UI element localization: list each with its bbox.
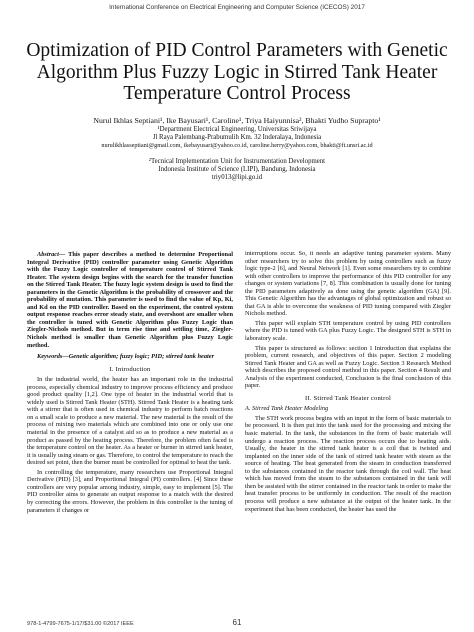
- page-number: 61: [232, 618, 242, 627]
- section-2-paragraph-1: The STH work process begins with an input in the form of basic materials to be processed. It is then put into the tank used for the processing and mixing the basic material. In the tank, the substances in the form of basic materials will undergo a reaction process. The reaction process occurs due to heating aids. Usually, the heater in the stirred tank heater is a coil that is twisted and implanted on the inner side of the tank of stirred tank heater with steam as the source of heating. The heat generated from the steam in conduction transferred to the substances contained in the reactor tank through the coil wall. The heat which has moved from the steam to the substances contained in the tank will then be assisted with the stirrer contained in the reactor tank in order to make the heat transfer process to be uniformly in conduction. The result of the reaction process will produce a new substance at the output of the heater tank. In the experiment that has been conducted, the heater has used the: [245, 414, 451, 513]
- abstract: [27, 251, 233, 349]
- section-1-paragraph-5: This paper is structured as follows: section 1 Introduction that explains the problem, current research, and objectives of this paper. Section 2 modeling Stirred Tank Heater and GA as well as Fuzzy Logic. Section 3 Research Method which describes the proposed control method in this paper. Section 4 Result and Analysis of the experiment conducted, Conclusion is the final conclusion of this paper.: [245, 344, 451, 390]
- section-1-heading: I. Introduction: [109, 365, 151, 373]
- keywords-text: Genetic algorithm; fuzzy logic; PID; stirred tank heater: [68, 353, 215, 361]
- abstract-label: Abstract—: [37, 251, 66, 258]
- paper-title: Optimization of PID Control Parameters with Genetic Algorithm Plus Fuzzy Logic in Stirred Tank Heater Temperature Control Process: [26, 40, 448, 104]
- affiliation-2-dept: ²Tecnical Implementation Unit for Instrumentation Development: [148, 158, 326, 165]
- author-list: Nurul Ikhlas Septiani¹, Ike Bayusari¹, Caroline¹, Triya Haiyunnisa², Bhakti Yudho Suprapto¹: [93, 116, 381, 125]
- right-column: [245, 250, 451, 515]
- affiliation-1-emails: nurulikhlasseptiani@gmail.com, ikebayusari@yahoo.co.id, caroline.herry@yahoo.com, bhakti@ft.unsri.ac.id: [101, 142, 373, 149]
- section-1-paragraph-4: This paper will explain STH temperature control by using PID controllers where the PID is tuned with GA plus Fuzzy Logic. The designed STH is STH in laboratory scale.: [245, 319, 451, 343]
- abstract-text: This paper describes a method to determine Proportional Integral Derivative (PID) controller parameter using Genetic Algorithm with the Fuzzy Logic controller of temperature control of Stirred Tank Heater. The system design begins with the search for the transfer function on the Stirred Tank Heater. The fuzzy logic system design is used to find the parameters in the Genetic Algorithm is the probability of crossover and the probability of mutation. This parameter is used to find the value of Kp, Ki, and Kd on the PID controller. Based on the experiment, the control system output response reaches error steady state, and overshoot are smaller when the controller is tuned with Genetic Algorithm plus Fuzzy Logic than Ziegler-Nichols method. But in term rise time and settling time, Ziegler-Nichols method is smaller than Genetic Algorithm plus Fuzzy Logic method.: [27, 251, 233, 349]
- section-1-paragraph-3: interruptions occur. So, it needs an adaptive tuning parameter system. Many other researchers try to solve this problem by using controllers such as fuzzy logic type-2 [6], and Neural Network [1]. Even some researchers try to combine with other controllers to improve the performance of this PID controller for any changes or system variations [7, 8]. This combination is usually done for tuning the PID parameters adaptively as done using the genetic algorithm (GA) [9]. This Genetic Algorithm has the advantages of global optimization and robust so that GA is able to overcome the weakness of PID tuning compared with Ziegler Nichols method.: [245, 250, 451, 318]
- keywords-label: Keywords—: [37, 353, 69, 361]
- section-1-paragraph-2: In controlling the temperature, many researchers use Proportional Integral Derivative (PID) [3], and Proportional Integral (PI) controllers. [4] Since these controllers are very popular among industry, simple, easy to implement [5]. The PID controller aims to generate an output response to a match with the desired by correcting the errors. However, the problem in this controller is the tuning of parameters if changes or: [27, 468, 233, 514]
- left-column: [27, 251, 233, 516]
- keywords: [27, 353, 233, 361]
- affiliation-1-dept: ¹Department Electrical Engineering, Universitas Sriwijaya: [157, 126, 317, 133]
- section-2-heading: II. Stirred Tank Heater control: [305, 394, 391, 402]
- affiliation-2-org: Indonesia Institute of Science (LIPI), Bandung, Indonesia: [158, 166, 316, 173]
- conference-header: International Conference on Electrical Engineering and Computer Science (ICECOS) 2017: [109, 4, 365, 11]
- footer-isbn: 978-1-4799-7675-1/17/$31.00 ©2017 IEEE: [27, 621, 134, 627]
- affiliation-1-address: Jl Raya Palembang-Prabumulih Km. 32 Inderalaya, Indonesia: [152, 134, 322, 141]
- section-2-subheading: A. Stirred Tank Heater Modeling: [245, 405, 329, 413]
- affiliation-2-email: triy013@lipi.go.id: [211, 174, 263, 181]
- section-1-paragraph-1: In the industrial world, the heater has an important role in the industrial process, especially chemical industry to improve process efficiency and produce good product quality [1,2]. One type of heater in the industrial world that is widely used is Stirred Tank Heater (STH). Stirred Tank Heater is a heating tank with a stirrer that is often used in chemical industry to perform batch reactions on a small scale to produce a new material. The new material is the result of the process of mixing two materials which are combined into one or only use one material in the presence of a catalyst aid so as to produce a new material as a product as passed by the heating process. Therefore, the problem often faced is the temperature control on the heater. As a heater or burner in stirred tank heater, it is usually using steam or gas. Therefore, to control the temperature to reach the desired set point, then the burner must be controlled for optimal to heat the tank.: [27, 376, 233, 467]
